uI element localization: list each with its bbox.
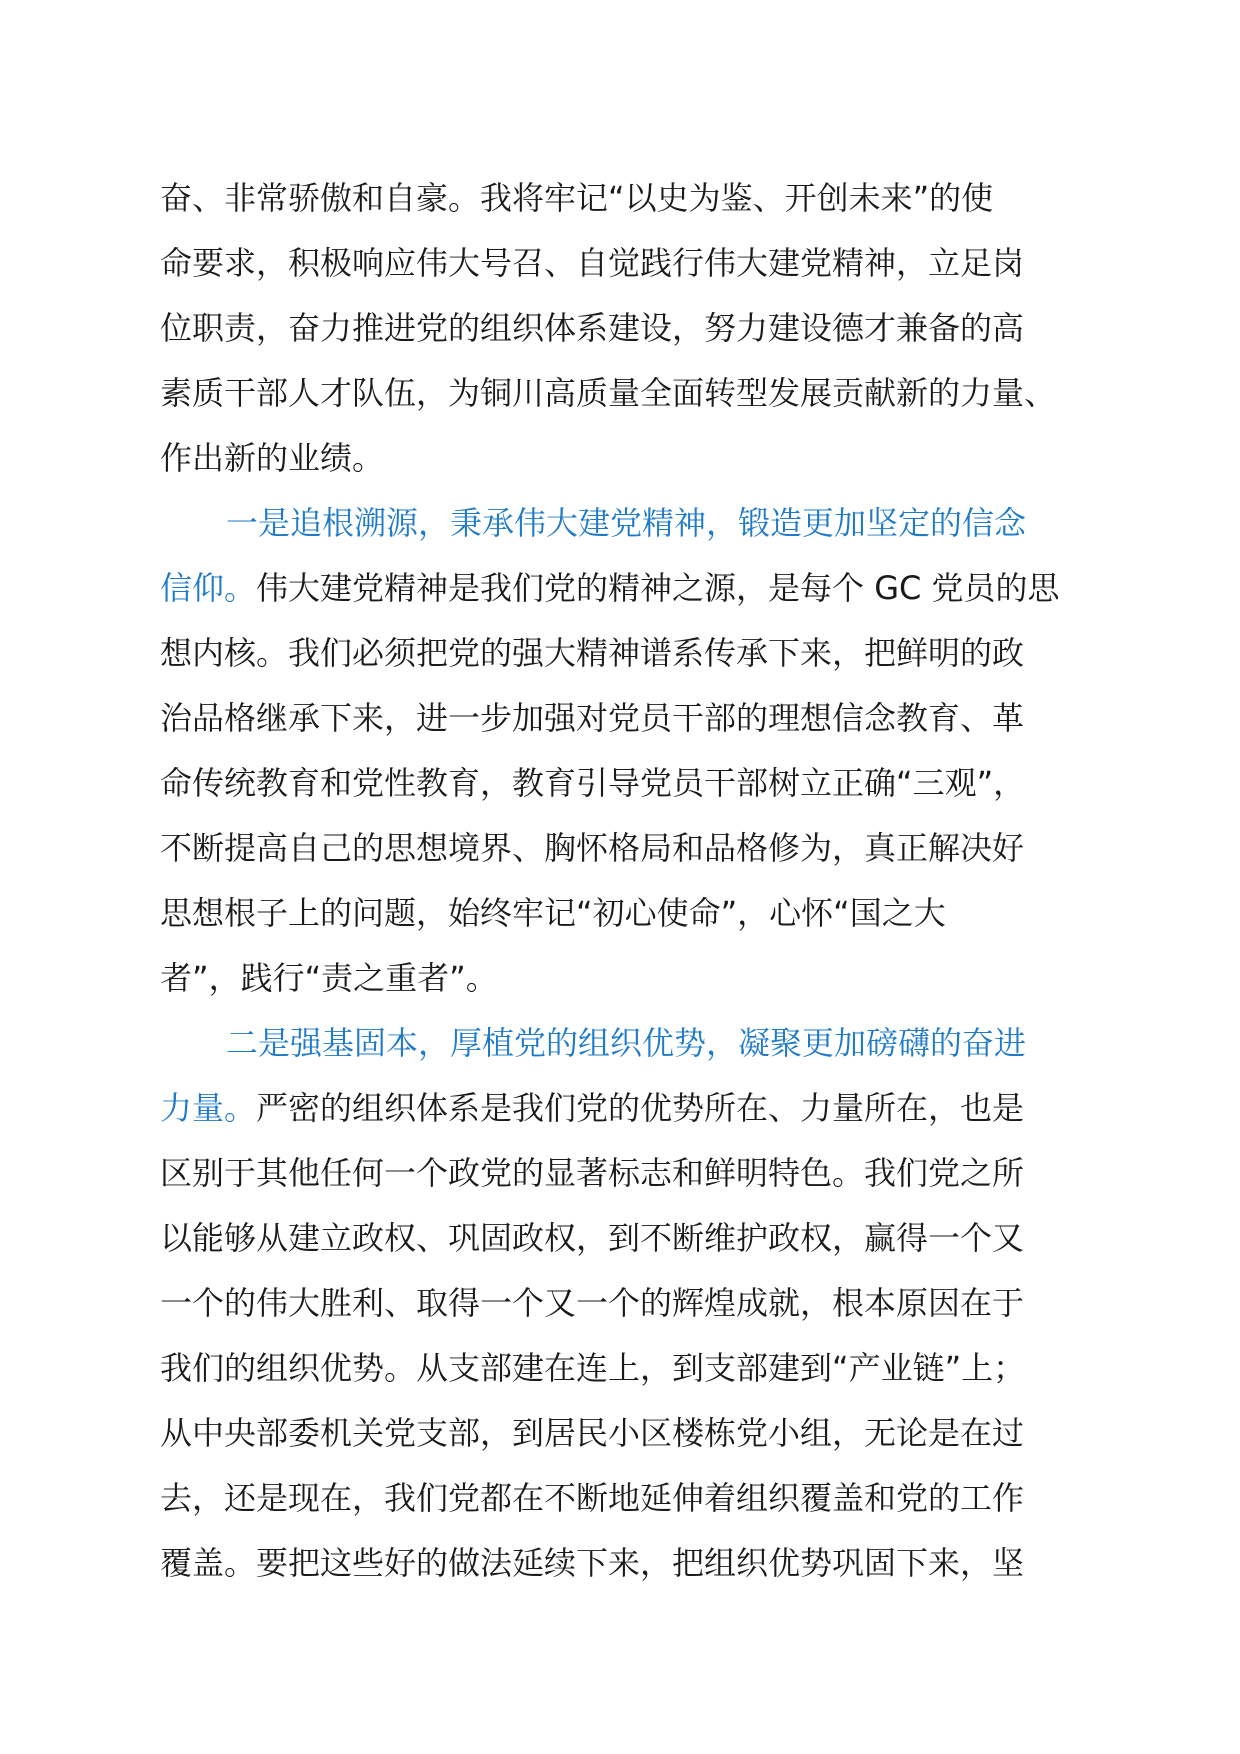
text-line	[160, 686, 1120, 751]
text-run: 素质干部人才队伍，为铜川高质量全面转型发展贡献新的力量、	[160, 374, 1057, 412]
text-line	[160, 1401, 1120, 1466]
paragraph-intro-continuation	[160, 166, 1120, 491]
text-line	[160, 1206, 1120, 1271]
text-line	[160, 881, 1120, 946]
body-text	[160, 166, 1120, 1596]
text-run: 思想根子上的问题，始终牢记“初心使命”，心怀“国之大	[160, 894, 946, 932]
text-run: 不断提高自己的思想境界、胸怀格局和品格修为，真正解决好	[160, 829, 1025, 867]
text-line	[160, 426, 1120, 491]
text-line	[160, 1336, 1120, 1401]
text-run: 以能够从建立政权、巩固政权，到不断维护政权，赢得一个又	[160, 1219, 1025, 1257]
section-heading-two-end: 力量。	[160, 1089, 257, 1127]
text-run: 区别于其他任何一个政党的显著标志和鲜明特色。我们党之所	[160, 1154, 1025, 1192]
text-run: 命要求，积极响应伟大号召、自觉践行伟大建党精神，立足岗	[160, 244, 1025, 282]
text-line	[160, 816, 1120, 881]
section-heading-one-end: 信仰。	[160, 569, 257, 607]
text-run: 严密的组织体系是我们党的优势所在、力量所在，也是	[256, 1089, 1025, 1127]
section-heading-two: 二是强基固本，厚植党的组织优势，凝聚更加磅礴的奋进	[226, 1024, 1027, 1062]
text-run: 我们的组织优势。从支部建在连上，到支部建到“产业链”上；	[160, 1349, 1026, 1387]
text-line	[160, 1531, 1120, 1596]
text-line	[160, 1141, 1120, 1206]
paragraph-point-two	[160, 1011, 1120, 1596]
text-run: 奋、非常骄傲和自豪。我将牢记“以史为鉴、开创未来”的使	[160, 179, 994, 217]
section-heading-one: 一是追根溯源，秉承伟大建党精神，锻造更加坚定的信念	[226, 504, 1027, 542]
text-line	[160, 556, 1120, 621]
text-run: 治品格继承下来，进一步加强对党员干部的理想信念教育、革	[160, 699, 1025, 737]
text-line	[160, 231, 1120, 296]
text-line	[160, 1466, 1120, 1531]
text-line	[160, 491, 1120, 556]
text-run: 命传统教育和党性教育，教育引导党员干部树立正确“三观”，	[160, 764, 1026, 802]
text-line	[160, 621, 1120, 686]
text-run: 去，还是现在，我们党都在不断地延伸着组织覆盖和党的工作	[160, 1479, 1025, 1517]
text-run: 伟大建党精神是我们党的精神之源，是每个 GC 党员的思	[256, 569, 1060, 607]
text-line	[160, 1271, 1120, 1336]
text-line	[160, 751, 1120, 816]
text-line	[160, 166, 1120, 231]
text-run: 者”，践行“责之重者”。	[160, 959, 498, 997]
text-run: 想内核。我们必须把党的强大精神谱系传承下来，把鲜明的政	[160, 634, 1025, 672]
text-run: 覆盖。要把这些好的做法延续下来，把组织优势巩固下来，坚	[160, 1544, 1025, 1582]
text-line	[160, 361, 1120, 426]
text-run: 一个的伟大胜利、取得一个又一个的辉煌成就，根本原因在于	[160, 1284, 1025, 1322]
text-line	[160, 1011, 1120, 1076]
text-run: 从中央部委机关党支部，到居民小区楼栋党小组，无论是在过	[160, 1414, 1025, 1452]
text-line	[160, 296, 1120, 361]
text-line	[160, 1076, 1120, 1141]
text-run: 位职责，奋力推进党的组织体系建设，努力建设德才兼备的高	[160, 309, 1025, 347]
text-run: 作出新的业绩。	[160, 439, 385, 477]
paragraph-point-one	[160, 491, 1120, 1011]
text-line	[160, 946, 1120, 1011]
